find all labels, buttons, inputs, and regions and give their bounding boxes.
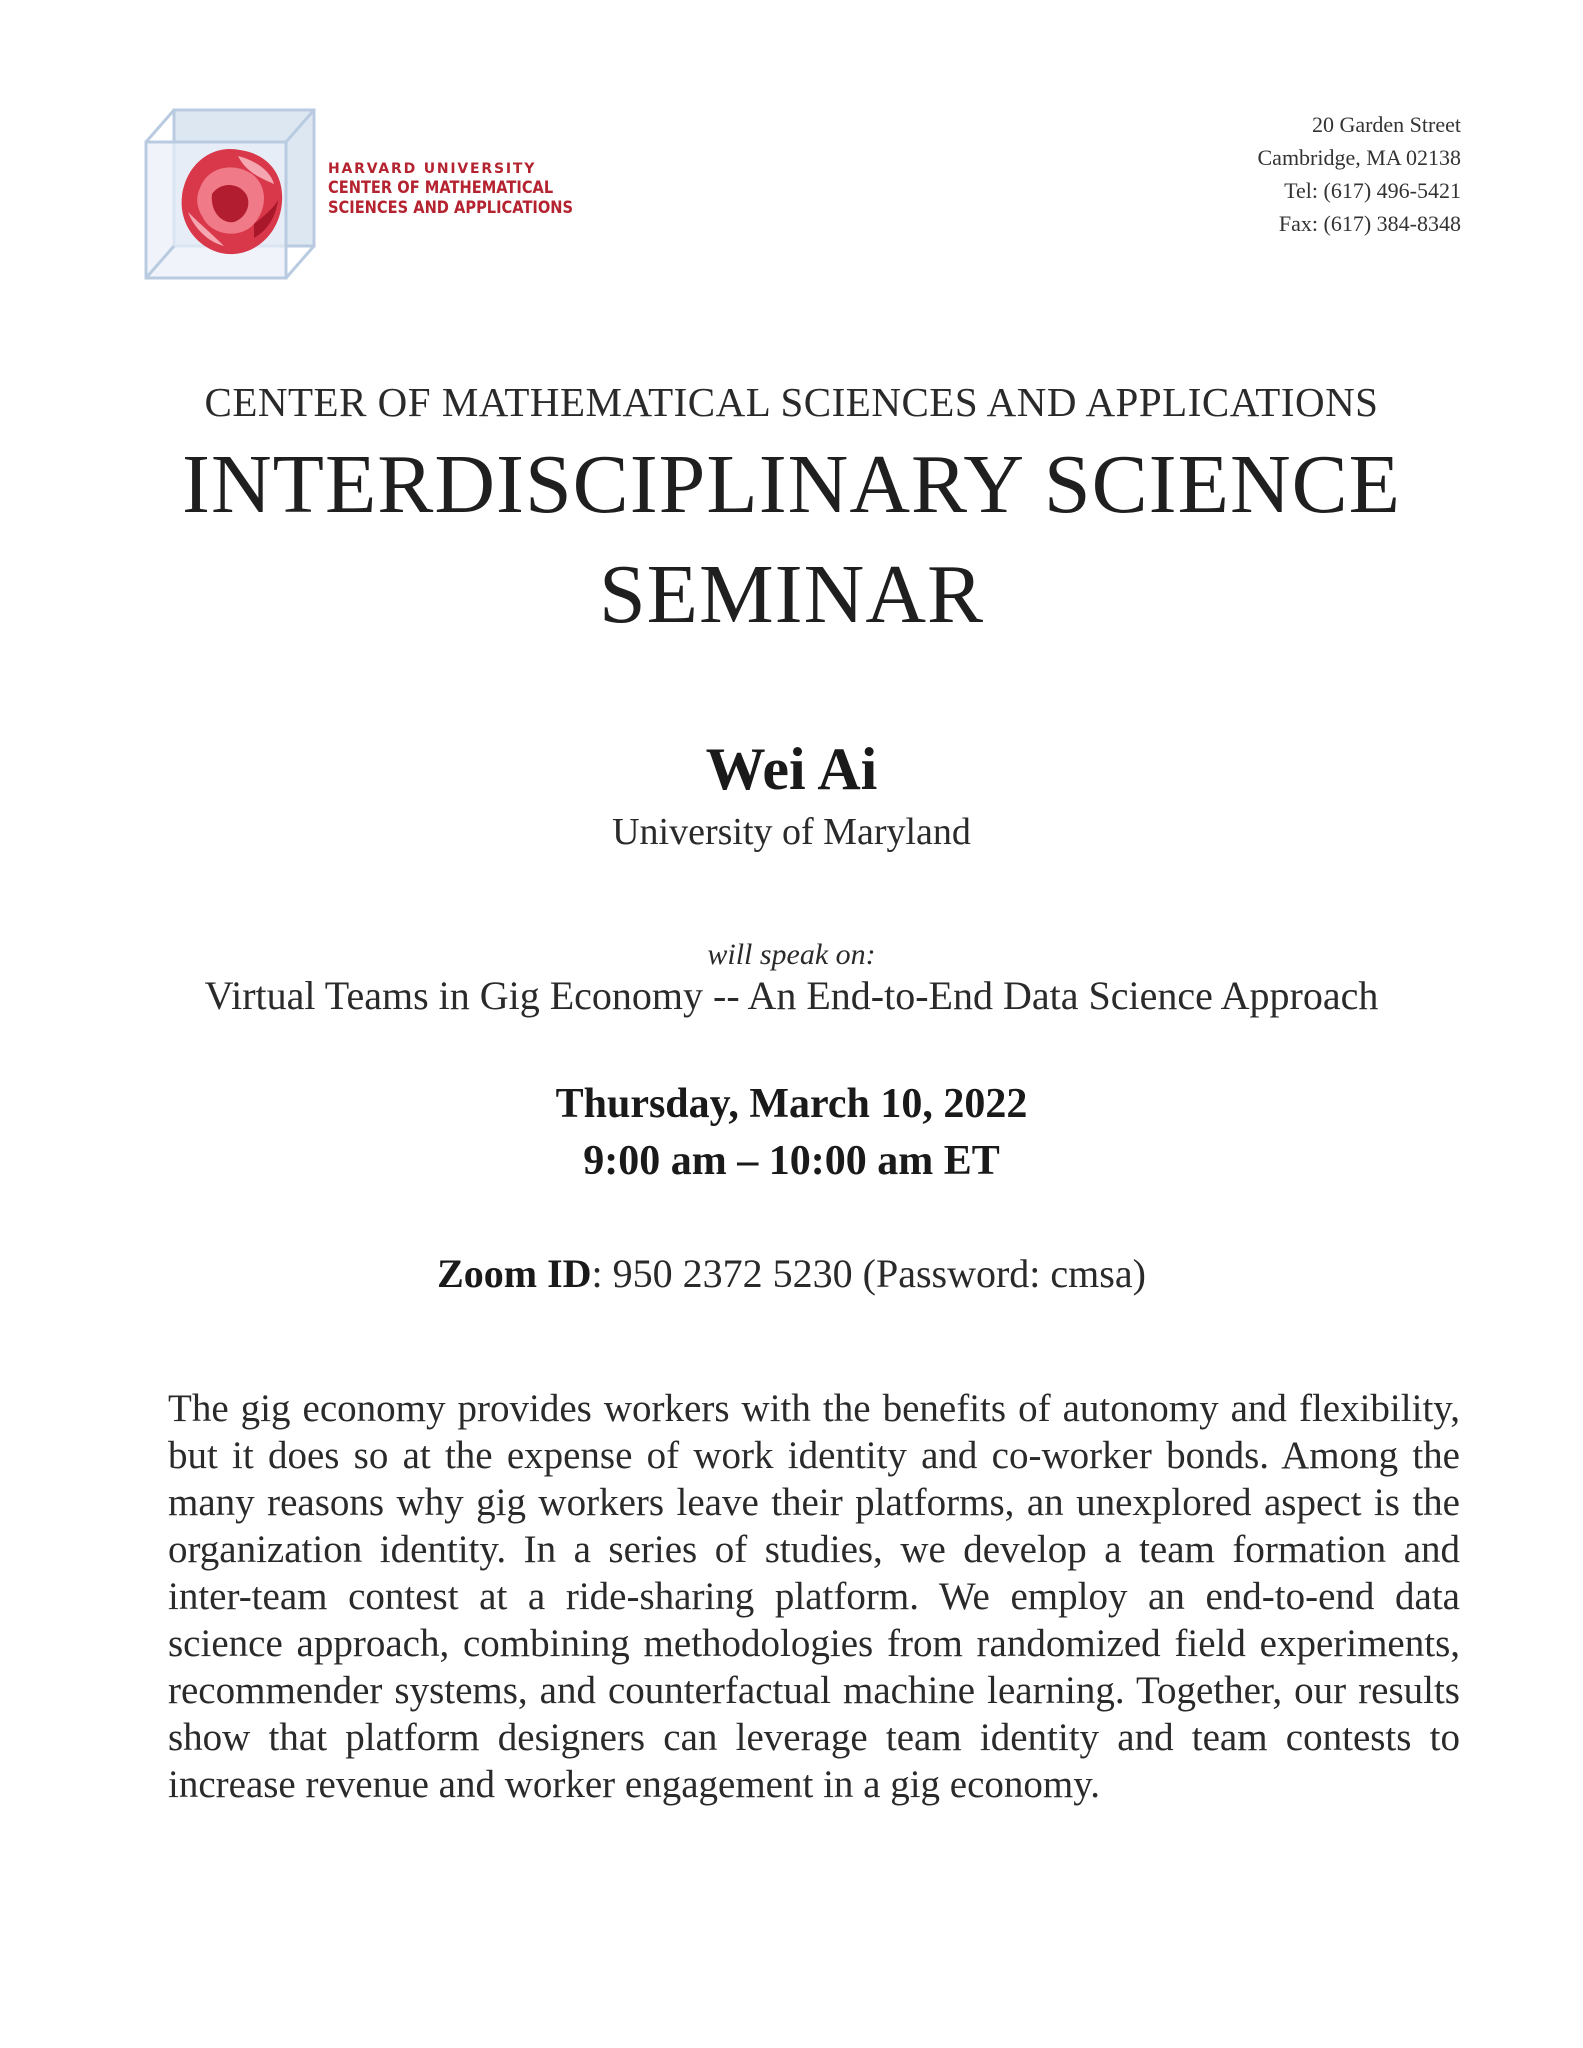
address-block [1258,108,1462,240]
event-date: Thursday, March 10, 2022 [555,1081,1028,1127]
cmsa-logo [142,104,574,282]
speaker-name: Wei Ai [705,736,878,802]
speaker-affiliation: University of Maryland [612,811,971,853]
cube-logo-icon [142,104,322,282]
address-fax: Fax: (617) 384-8348 [1278,211,1461,236]
zoom-label: Zoom ID [437,1251,592,1296]
talk-abstract: The gig economy provides workers with the benefits of autonomy and flexibility, but it does so at the expense of work identity and co-worker bonds. Among the many reasons why gig workers leave their platforms, an unexplored aspect is the organization identity. In a series of studies, we develop a team formation and inter-team contest at a ride-sharing platform. We employ an end-to-end data science approach, combining methodologies from randomized field experiments, recommender systems, and counterfactual machine learning. Together, our results show that platform designers can leverage team identity and team contests to increase revenue and worker engagement in a gig economy. [168,1387,1460,1806]
seminar-title-line1: INTERDISCIPLINARY SCIENCE [182,438,1401,531]
logo-wordmark [328,162,613,220]
logo-line-center: CENTER OF MATHEMATICAL [328,178,554,198]
will-speak-label: will speak on: [707,938,876,971]
event-time: 9:00 am – 10:00 am ET [583,1138,1000,1184]
seminar-title-line2: SEMINAR [598,548,985,641]
address-street: 20 Garden Street [1311,112,1461,137]
zoom-info [0,1250,1583,1297]
talk-title: Virtual Teams in Gig Economy -- An End-to-End Data Science Approach [204,973,1379,1018]
zoom-id-value: : 950 2372 5230 (Password: cmsa) [591,1251,1146,1296]
logo-line-university: HARVARD UNIVERSITY [328,161,537,177]
seminar-series-title [0,430,1583,650]
address-tel: Tel: (617) 496-5421 [1284,178,1461,203]
address-city: Cambridge, MA 02138 [1257,145,1461,170]
logo-line-sciences: SCIENCES AND APPLICATIONS [328,198,574,218]
center-name-heading: CENTER OF MATHEMATICAL SCIENCES AND APPLICATIONS [204,379,1379,425]
